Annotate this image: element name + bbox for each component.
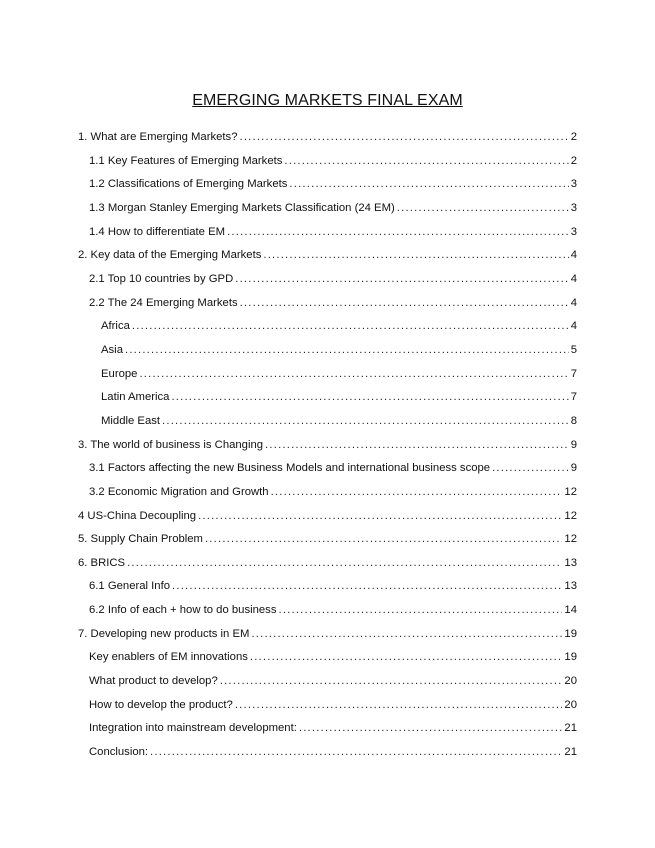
toc-entry-page-number: 9: [570, 462, 577, 474]
dot-leader: [265, 436, 569, 454]
dot-leader: [235, 696, 563, 714]
toc-entry-page-number: 12: [564, 510, 577, 522]
toc-entry-morgan-stanley-classification[interactable]: [89, 199, 577, 217]
toc-entry-info-each[interactable]: [89, 601, 577, 619]
toc-entry-page-number: 20: [564, 699, 577, 711]
toc-entry-page-number: 7: [570, 391, 577, 403]
dot-leader: [492, 459, 569, 477]
toc-entry-page-number: 3: [570, 202, 577, 214]
dot-leader: [171, 388, 568, 406]
toc-entry-page-number: 14: [564, 604, 577, 616]
toc-entry-label: 5. Supply Chain Problem: [78, 533, 203, 545]
toc-entry-label: Latin America: [101, 391, 170, 403]
toc-entry-page-number: 13: [564, 580, 577, 592]
toc-entry-page-number: 3: [570, 226, 577, 238]
toc-entry-business-changing[interactable]: [78, 436, 577, 454]
toc-entry-24-emerging-markets[interactable]: [89, 294, 577, 312]
dot-leader: [271, 483, 563, 501]
toc-entry-label: 3. The world of business is Changing: [78, 439, 264, 451]
toc-entry-africa[interactable]: [101, 317, 577, 335]
dot-leader: [172, 577, 562, 595]
dot-leader: [239, 128, 568, 146]
toc-entry-asia[interactable]: [101, 341, 577, 359]
toc-entry-conclusion[interactable]: [89, 743, 577, 761]
toc-entry-factors-business-models[interactable]: [89, 459, 577, 477]
toc-entry-page-number: 21: [564, 746, 577, 758]
dot-leader: [397, 199, 569, 217]
dot-leader: [284, 152, 568, 170]
toc-entry-page-number: 2: [570, 155, 577, 167]
dot-leader: [162, 412, 569, 430]
toc-entry-label: 6. BRICS: [78, 557, 126, 569]
toc-entry-label: 1.3 Morgan Stanley Emerging Markets Classification (24 EM): [89, 202, 395, 214]
dot-leader: [127, 554, 562, 572]
toc-entry-label: 1.1 Key Features of Emerging Markets: [89, 155, 283, 167]
toc-entry-economic-migration[interactable]: [89, 483, 577, 501]
toc-entry-page-number: 13: [564, 557, 577, 569]
toc-entry-label: How to develop the product?: [89, 699, 233, 711]
toc-entry-brics[interactable]: [78, 554, 577, 572]
toc-entry-label: 3.1 Factors affecting the new Business Models and international business scope: [89, 462, 491, 474]
toc-entry-page-number: 21: [564, 722, 577, 734]
toc-entry-label: 7. Developing new products in EM: [78, 628, 250, 640]
dot-leader: [251, 625, 562, 643]
toc-entry-page-number: 12: [564, 533, 577, 545]
toc-entry-latin-america[interactable]: [101, 388, 577, 406]
dot-leader: [235, 270, 568, 288]
toc-entry-key-features[interactable]: [89, 152, 577, 170]
toc-entry-how-to-develop[interactable]: [89, 696, 577, 714]
toc-entry-integration[interactable]: [89, 719, 577, 737]
toc-entry-page-number: 4: [570, 297, 577, 309]
toc-entry-label: 4 US-China Decoupling: [78, 510, 197, 522]
dot-leader: [150, 743, 562, 761]
toc-entry-page-number: 7: [570, 368, 577, 380]
toc-entry-page-number: 2: [570, 131, 577, 143]
toc-entry-key-enablers[interactable]: [89, 648, 577, 666]
document-title: EMERGING MARKETS FINAL EXAM: [192, 92, 463, 109]
toc-entry-what-product[interactable]: [89, 672, 577, 690]
dot-leader: [227, 223, 569, 241]
toc-entry-label: Asia: [101, 344, 123, 356]
toc-entry-label: 2. Key data of the Emerging Markets: [78, 249, 262, 261]
toc-entry-label: 3.2 Economic Migration and Growth: [89, 486, 269, 498]
dot-leader: [289, 175, 568, 193]
toc-entry-page-number: 12: [564, 486, 577, 498]
toc-entry-label: 1. What are Emerging Markets?: [78, 131, 238, 143]
toc-entry-label: Key enablers of EM innovations: [89, 651, 248, 663]
toc-entry-label: What product to develop?: [89, 675, 218, 687]
toc-entry-label: 6.1 General Info: [89, 580, 171, 592]
dot-leader: [198, 507, 562, 525]
toc-entry-classifications[interactable]: [89, 175, 577, 193]
dot-leader: [125, 341, 569, 359]
toc-entry-how-to-differentiate[interactable]: [89, 223, 577, 241]
toc-entry-label: 6.2 Info of each + how to do business: [89, 604, 277, 616]
toc-entry-page-number: 5: [570, 344, 577, 356]
toc-entry-page-number: 19: [564, 651, 577, 663]
dot-leader: [205, 530, 562, 548]
toc-entry-page-number: 4: [570, 320, 577, 332]
dot-leader: [263, 246, 568, 264]
toc-entry-general-info[interactable]: [89, 577, 577, 595]
toc-entry-page-number: 4: [570, 249, 577, 261]
toc-entry-page-number: 4: [570, 273, 577, 285]
toc-entry-label: 2.1 Top 10 countries by GPD: [89, 273, 234, 285]
toc-entry-label: Integration into mainstream development:: [89, 722, 297, 734]
toc-entry-label: Conclusion:: [89, 746, 149, 758]
toc-entry-label: Europe: [101, 368, 138, 380]
toc-entry-label: Middle East: [101, 415, 161, 427]
toc-entry-middle-east[interactable]: [101, 412, 577, 430]
dot-leader: [240, 294, 569, 312]
dot-leader: [278, 601, 562, 619]
toc-entry-key-data[interactable]: [78, 246, 577, 264]
toc-entry-us-china-decoupling[interactable]: [78, 507, 577, 525]
toc-entry-label: Africa: [101, 320, 130, 332]
dot-leader: [299, 719, 563, 737]
dot-leader: [250, 648, 563, 666]
toc-entry-label: 1.4 How to differentiate EM: [89, 226, 226, 238]
dot-leader: [132, 317, 569, 335]
toc-entry-page-number: 20: [564, 675, 577, 687]
toc-entry-supply-chain[interactable]: [78, 530, 577, 548]
dot-leader: [139, 365, 568, 383]
toc-entry-page-number: 8: [570, 415, 577, 427]
toc-entry-developing-new-products[interactable]: [78, 625, 577, 643]
toc-entry-page-number: 3: [570, 178, 577, 190]
toc-entry-page-number: 19: [564, 628, 577, 640]
toc-entry-label: 2.2 The 24 Emerging Markets: [89, 297, 238, 309]
toc-entry-what-are-emerging-markets[interactable]: [78, 128, 577, 146]
toc-entry-page-number: 9: [570, 439, 577, 451]
toc-entry-europe[interactable]: [101, 365, 577, 383]
toc-entry-top-10-countries[interactable]: [89, 270, 577, 288]
toc-entry-label: 1.2 Classifications of Emerging Markets: [89, 178, 288, 190]
dot-leader: [220, 672, 563, 690]
